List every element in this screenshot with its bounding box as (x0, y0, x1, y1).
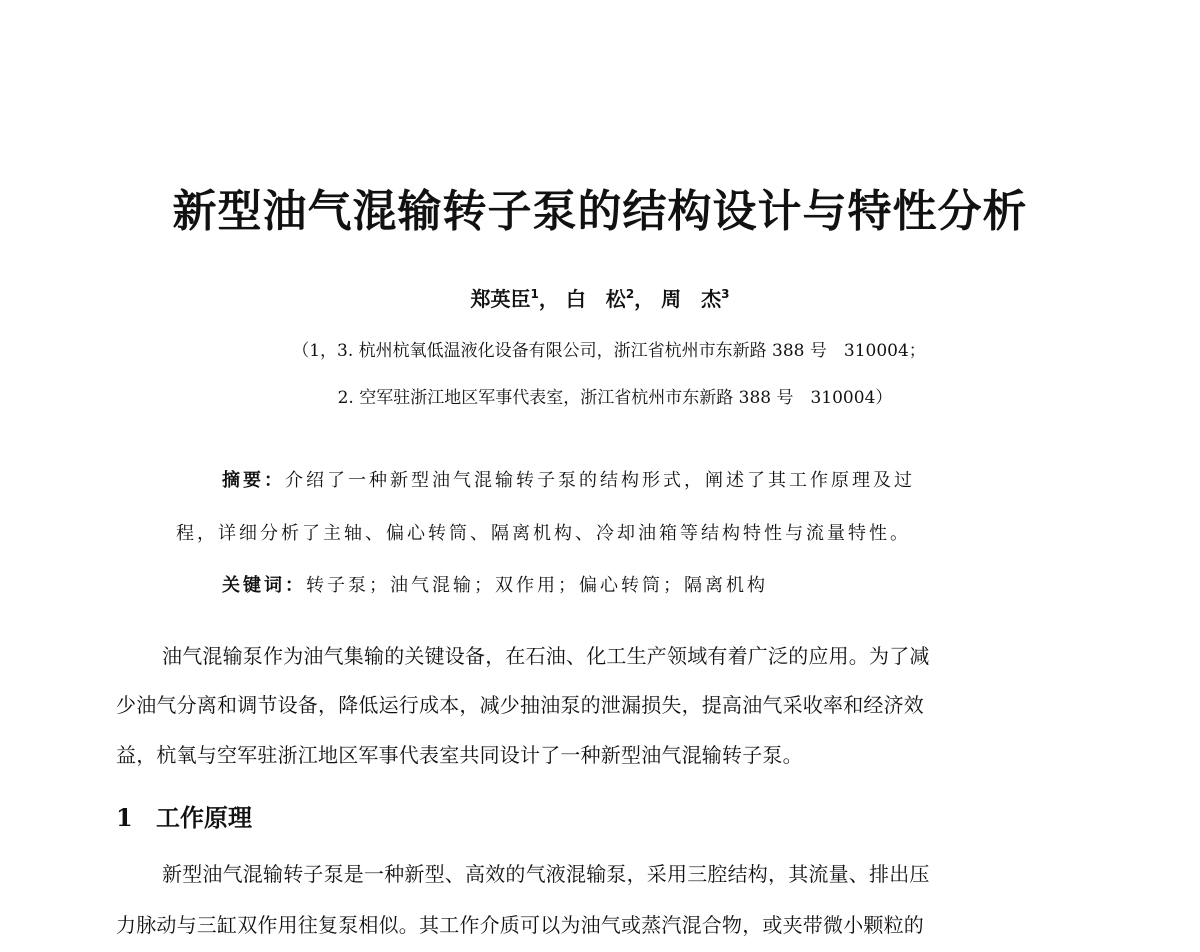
author-separator: ， (634, 287, 655, 311)
body-text-line: 新型油气混输转子泵是一种新型、高效的气液混输泵，采用三腔结构，其流量、排出压 (162, 862, 930, 886)
abstract-line: 程，详细分析了主轴、偏心转筒、隔离机构、冷却油箱等结构特性与流量特性。 (176, 523, 911, 544)
affiliation-line: （1，3. 杭州杭氧低温液化设备有限公司，浙江省杭州市东新路 388 号 310004； (292, 341, 926, 361)
author-name: 白 松 (565, 287, 626, 311)
body-text-line: 少油气分离和调节设备，降低运行成本，减少抽油泵的泄漏损失，提高油气采收率和经济效 (116, 693, 924, 717)
author-affiliation-mark: 2 (625, 287, 635, 301)
author-separator: ， (538, 287, 559, 311)
keywords-line (176, 573, 1072, 599)
author-affiliation-mark: 1 (530, 287, 539, 301)
abstract-line (176, 468, 1072, 494)
author-name: 郑英臣 (470, 287, 531, 311)
body-text-line: 力脉动与三缸双作用往复泵相似。其工作介质可以为油气或蒸汽混合物，或夹带微小颗粒的 (116, 913, 924, 937)
body-text-line: 益，杭氧与空军驻浙江地区军事代表室共同设计了一种新型油气混输转子泵。 (116, 743, 803, 767)
abstract-label: 摘要： (222, 470, 285, 491)
paper-title: 新型油气混输转子泵的结构设计与特性分析 (172, 186, 1028, 237)
body-text-line: 油气混输泵作为油气集输的关键设备，在石油、化工生产领域有着广泛的应用。为了减 (162, 644, 930, 668)
section-heading (116, 802, 252, 834)
section-number: 1 (116, 803, 133, 832)
affiliation-line: 2. 空军驻浙江地区军事代表室，浙江省杭州市东新路 388 号 310004） (337, 388, 893, 408)
keywords-text: 转子泵；油气混输；双作用；偏心转筒；隔离机构 (306, 575, 768, 596)
author-name: 周 杰 (661, 287, 722, 311)
abstract-text: 介绍了一种新型油气混输转子泵的结构形式，阐述了其工作原理及过 (285, 470, 915, 491)
keywords-label: 关键词： (222, 575, 306, 596)
author-affiliation-mark: 3 (721, 287, 730, 301)
author-list (0, 284, 1200, 314)
section-title: 工作原理 (156, 803, 252, 832)
